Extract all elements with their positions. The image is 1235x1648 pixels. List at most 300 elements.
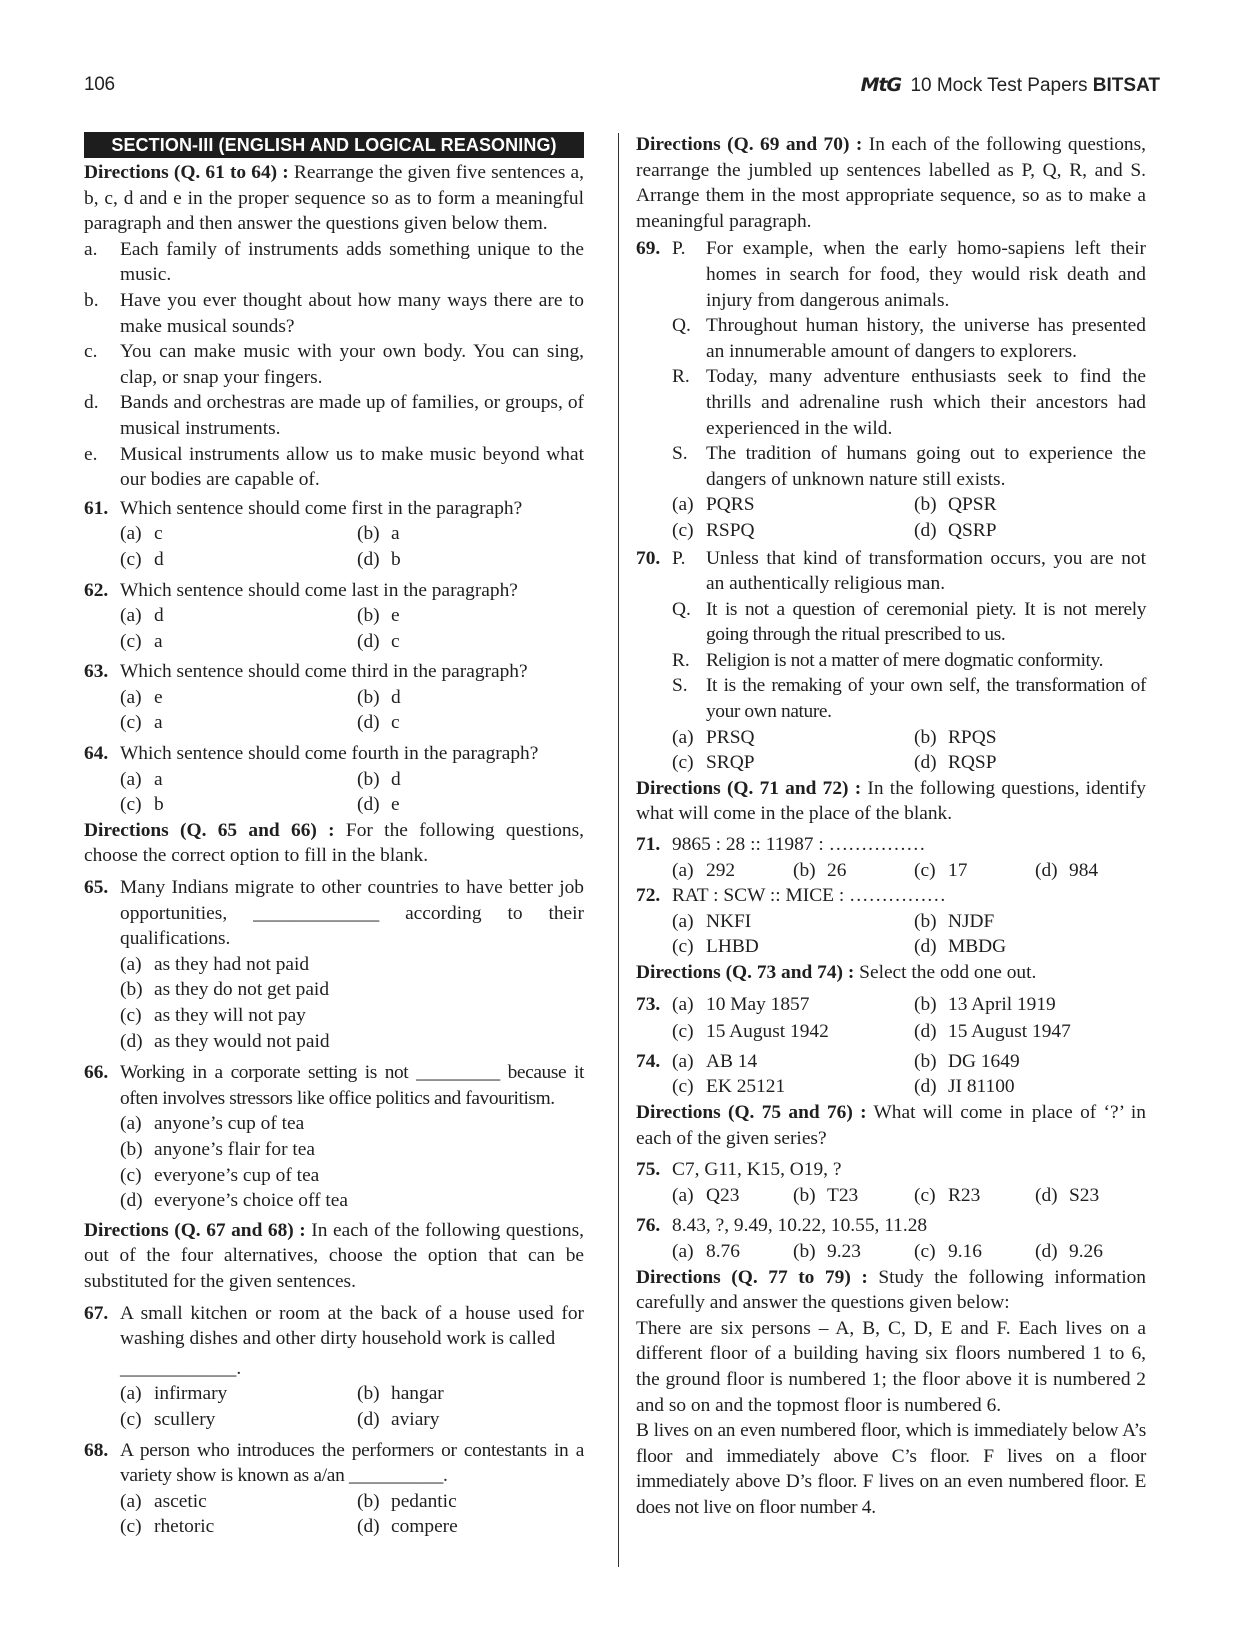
- option-letter: (d): [357, 1408, 380, 1430]
- option-b[interactable]: [914, 492, 1146, 518]
- option-b[interactable]: [120, 1137, 584, 1163]
- question-text: Which sentence should come fourth in the paragraph?: [120, 743, 539, 765]
- option-text: 9.26: [1069, 1240, 1103, 1262]
- option-letter: (d): [914, 519, 937, 541]
- option-a[interactable]: [120, 1111, 584, 1137]
- option-c[interactable]: [120, 710, 347, 736]
- directions-text: Select the odd one out.: [854, 962, 1037, 983]
- sentence-text: Throughout human history, the universe has presented an innumerable amount of dangers to explorers.: [706, 315, 1146, 362]
- option-d[interactable]: [357, 710, 584, 736]
- option-b[interactable]: [357, 767, 584, 793]
- option-text: RPQS: [948, 726, 997, 748]
- option-a[interactable]: [120, 767, 347, 793]
- option-letter: (c): [914, 1184, 936, 1206]
- page-header: [84, 74, 1160, 104]
- jumbled-sentence: [672, 597, 1146, 648]
- option-text: a: [154, 630, 163, 652]
- question-stem: [636, 236, 1146, 492]
- sentence-text: Religion is not a matter of mere dogmatic conformity.: [706, 649, 1104, 671]
- option-text: Q23: [706, 1184, 740, 1206]
- passage-paragraph: There are six persons – A, B, C, D, E and F. Each lives on a different floor of a building having six floors numbered 1 to 6, the ground floor is numbered 1; the floor above it is numbered 2 and so on and the topmost floor is numbered 6.: [636, 1317, 1146, 1416]
- option-text: 17: [948, 859, 968, 881]
- option-text: R23: [948, 1184, 981, 1206]
- options: [672, 492, 1146, 543]
- option-text: anyone’s flair for tea: [154, 1138, 315, 1160]
- sentence-label: P.: [672, 547, 686, 569]
- option-letter: (a): [120, 523, 142, 545]
- option-letter: (a): [672, 910, 694, 932]
- options: [672, 1183, 1146, 1209]
- passage-paragraph: B lives on an even numbered floor, which is immediately below A’s floor and immediately above C’s floor. F lives on a floor immediately above D’s floor. F lives on an even numbered floor. E does not live on floor number 4.: [636, 1420, 1146, 1518]
- option-text: LHBD: [706, 936, 759, 958]
- option-b[interactable]: [793, 858, 904, 884]
- directions-label: Directions (Q. 67 and 68) :: [84, 1219, 306, 1241]
- jumbled-sentences: [672, 546, 1146, 725]
- option-a[interactable]: [120, 685, 347, 711]
- option-letter: (a): [672, 726, 694, 748]
- option-letter: (a): [672, 859, 694, 881]
- options: [672, 725, 1146, 776]
- option-letter: (c): [672, 752, 694, 774]
- directions-71-72: [636, 776, 1146, 827]
- jumbled-sentence: [672, 441, 1146, 492]
- option-letter: (b): [914, 910, 937, 932]
- question-61: [84, 496, 584, 573]
- sentence-text: For example, when the early homo-sapiens left their homes in search for food, they would risk death and injury from dangerous animals.: [706, 238, 1146, 311]
- option-letter: (d): [1035, 1240, 1058, 1262]
- option-d[interactable]: [914, 518, 1146, 544]
- jumbled-sentence: [672, 364, 1146, 441]
- question-stem: [84, 875, 584, 952]
- option-text: a: [154, 768, 163, 790]
- option-text: MBDG: [948, 936, 1007, 958]
- jumbled-sentence: [672, 313, 1146, 364]
- question-67: [84, 1301, 584, 1433]
- option-letter: (d): [914, 1021, 937, 1043]
- question-71: [636, 832, 1146, 883]
- option-b[interactable]: [357, 1489, 584, 1515]
- question-stem: [636, 883, 1146, 909]
- jumbled-sentences: [672, 236, 1146, 492]
- question-number: 70.: [636, 547, 661, 569]
- sentence-label: R.: [672, 649, 690, 671]
- option-text: NKFI: [706, 910, 752, 932]
- option-letter: (b): [914, 1050, 937, 1072]
- option-c[interactable]: [120, 792, 347, 818]
- option-d[interactable]: [120, 1029, 584, 1055]
- option-letter: (d): [1035, 1184, 1058, 1206]
- question-text: 9865 : 28 :: 11987 : ……………: [672, 834, 926, 856]
- question-number: 66.: [84, 1062, 109, 1084]
- option-b[interactable]: [357, 521, 584, 547]
- option-letter: (a): [672, 1240, 694, 1262]
- sentence-item: [84, 442, 584, 493]
- question-stem: [84, 496, 584, 522]
- question-number: 67.: [84, 1302, 109, 1324]
- answer-blank: ____________.: [120, 1357, 242, 1379]
- question-text: A small kitchen or room at the back of a house used for washing dishes and other dirty household work is called: [120, 1302, 584, 1350]
- sentence-item: [84, 237, 584, 288]
- option-a[interactable]: [120, 603, 347, 629]
- question-number: 69.: [636, 238, 661, 260]
- option-d[interactable]: [914, 750, 1146, 776]
- option-letter: (d): [357, 712, 380, 734]
- option-text: d: [154, 548, 164, 570]
- question-number: 72.: [636, 885, 661, 907]
- directions-text: In each of the following questions, rearrange the jumbled up sentences labelled as P, Q, R, and S. Arrange them in the most appropriate sequence, so as to make a meaningful paragraph.: [636, 134, 1146, 232]
- option-b[interactable]: [120, 977, 584, 1003]
- sentence-text: Musical instruments allow us to make music beyond what our bodies are capable of.: [120, 443, 584, 491]
- option-a[interactable]: [120, 1381, 347, 1407]
- option-letter: (b): [793, 859, 816, 881]
- option-letter: (b): [914, 726, 937, 748]
- question-63: [84, 659, 584, 736]
- option-letter: (d): [357, 630, 380, 652]
- option-d[interactable]: [914, 1019, 1146, 1045]
- option-letter: (d): [357, 1516, 380, 1538]
- option-text: pedantic: [391, 1490, 457, 1512]
- option-d[interactable]: [914, 1074, 1146, 1100]
- option-text: QSRP: [948, 519, 997, 541]
- option-text: b: [154, 794, 164, 816]
- option-c[interactable]: [120, 547, 347, 573]
- option-text: 13 April 1919: [948, 993, 1056, 1015]
- question-number: 64.: [84, 743, 109, 765]
- option-letter: (b): [357, 1383, 380, 1405]
- option-c[interactable]: [672, 518, 904, 544]
- option-text: c: [391, 712, 400, 734]
- option-d[interactable]: [1035, 1183, 1146, 1209]
- option-c[interactable]: [120, 1514, 347, 1540]
- option-letter: (a): [120, 768, 142, 790]
- directions-text: Rearrange the given five sentences a, b, c, d and e in the proper sequence so as to form a meaningful paragraph and then answer the questions given below them.: [84, 162, 584, 235]
- question-70: [636, 546, 1146, 776]
- sentence-text: The tradition of humans going out to experience the dangers of unknown nature still exists.: [706, 443, 1146, 490]
- option-letter: (c): [914, 859, 936, 881]
- option-letter: (a): [672, 1184, 694, 1206]
- options: [672, 992, 1146, 1045]
- sentence-text: Today, many adventure enthusiasts seek to find the thrills and adrenaline rush which their ancestors had experienced in the wild.: [706, 366, 1146, 439]
- option-text: 26: [827, 859, 847, 881]
- question-text: Which sentence should come third in the paragraph?: [120, 661, 528, 683]
- option-letter: (a): [120, 1383, 142, 1405]
- option-text: everyone’s cup of tea: [154, 1164, 320, 1186]
- option-letter: (b): [120, 979, 143, 1001]
- option-letter: (c): [672, 1021, 694, 1043]
- options: [120, 952, 584, 1054]
- option-a[interactable]: [120, 952, 584, 978]
- directions-61-64: [84, 160, 584, 237]
- option-c[interactable]: [672, 1019, 904, 1045]
- directions-text: In each of the following questions, out of the four alternatives, choose the option that can be substituted for the given sentences.: [84, 1219, 584, 1292]
- question-75: [636, 1157, 1146, 1208]
- option-letter: (c): [672, 1076, 694, 1098]
- option-text: 9.23: [827, 1240, 861, 1262]
- question-text: RAT : SCW :: MICE : ……………: [672, 885, 947, 907]
- question-stem: [84, 659, 584, 685]
- question-text: Which sentence should come first in the paragraph?: [120, 497, 523, 519]
- column-divider: [618, 133, 619, 1567]
- sentence-item: [84, 390, 584, 441]
- option-text: RSPQ: [706, 519, 755, 541]
- options: [120, 1489, 584, 1540]
- directions-75-76: [636, 1100, 1146, 1151]
- option-text: PQRS: [706, 494, 755, 516]
- option-d[interactable]: [120, 1188, 584, 1214]
- option-a[interactable]: [672, 909, 904, 935]
- directions-77-79: [636, 1265, 1146, 1316]
- option-letter: (d): [1035, 859, 1058, 881]
- option-text: S23: [1069, 1184, 1100, 1206]
- option-b[interactable]: [357, 685, 584, 711]
- option-c[interactable]: [120, 1003, 584, 1029]
- sentence-label: b.: [84, 289, 99, 311]
- jumbled-sentence: [672, 546, 1146, 597]
- option-letter: (a): [120, 605, 142, 627]
- option-text: everyone’s choice off tea: [154, 1190, 348, 1212]
- option-text: b: [391, 548, 401, 570]
- option-text: c: [154, 523, 163, 545]
- sentence-text: Each family of instruments adds something unique to the music.: [120, 238, 584, 286]
- option-b[interactable]: [357, 603, 584, 629]
- sentence-label: e.: [84, 443, 98, 465]
- question-number: 61.: [84, 497, 109, 519]
- question-text: Many Indians migrate to other countries to have better job opportunities, _____________ according to their qualifications.: [120, 877, 584, 950]
- option-text: d: [391, 686, 401, 708]
- right-column: [636, 132, 1146, 1520]
- option-b[interactable]: [793, 1183, 904, 1209]
- option-text: d: [154, 605, 164, 627]
- option-a[interactable]: [672, 992, 904, 1018]
- option-letter: (d): [914, 936, 937, 958]
- sentence-text: You can make music with your own body. You can sing, clap, or snap your fingers.: [120, 341, 584, 388]
- option-text: T23: [827, 1184, 859, 1206]
- option-b[interactable]: [914, 992, 1146, 1018]
- option-b[interactable]: [914, 725, 1146, 751]
- option-letter: (a): [120, 686, 142, 708]
- option-text: anyone’s cup of tea: [154, 1113, 305, 1135]
- option-text: aviary: [391, 1408, 440, 1430]
- option-d[interactable]: [357, 629, 584, 655]
- option-text: compere: [391, 1516, 458, 1538]
- option-d[interactable]: [1035, 1239, 1146, 1265]
- option-letter: (d): [914, 752, 937, 774]
- option-letter: (d): [357, 794, 380, 816]
- options: [672, 909, 1146, 960]
- question-stem: [84, 578, 584, 604]
- options: [120, 603, 584, 654]
- option-text: d: [391, 768, 401, 790]
- question-stem: [636, 546, 1146, 725]
- option-c[interactable]: [120, 1163, 584, 1189]
- option-text: infirmary: [154, 1383, 228, 1405]
- directions-label: Directions (Q. 65 and 66) :: [84, 819, 335, 841]
- sentence-label: S.: [672, 443, 688, 465]
- question-66: [84, 1060, 584, 1214]
- option-text: RQSP: [948, 752, 997, 774]
- left-column: [84, 132, 584, 1540]
- option-letter: (b): [914, 993, 937, 1015]
- option-b[interactable]: [914, 1049, 1146, 1075]
- option-text: 15 August 1942: [706, 1021, 829, 1043]
- option-c[interactable]: [672, 750, 904, 776]
- option-text: 15 August 1947: [948, 1021, 1071, 1043]
- option-letter: (c): [120, 1408, 142, 1430]
- question-72: [636, 883, 1146, 960]
- question-number: 65.: [84, 877, 109, 899]
- option-letter: (c): [120, 712, 142, 734]
- option-c[interactable]: [914, 858, 1025, 884]
- option-letter: (c): [120, 1516, 142, 1538]
- sentence-label: Q.: [672, 315, 691, 337]
- option-text: c: [391, 630, 400, 652]
- option-text: e: [154, 686, 163, 708]
- question-65: [84, 875, 584, 1054]
- option-d[interactable]: [357, 1514, 584, 1540]
- directions-69-70: [636, 132, 1146, 234]
- question-number: 68.: [84, 1439, 109, 1461]
- question-number: 63.: [84, 661, 109, 683]
- question-number: 62.: [84, 579, 109, 601]
- sentence-text: Have you ever thought about how many ways there are to make musical sounds?: [120, 289, 584, 337]
- option-b[interactable]: [793, 1239, 904, 1265]
- directions-label: Directions (Q. 71 and 72) :: [636, 777, 862, 799]
- sentence-label: Q.: [672, 598, 691, 620]
- option-c[interactable]: [120, 1407, 347, 1433]
- question-text: A person who introduces the performers or contestants in a variety show is known as a/an __________.: [120, 1439, 584, 1487]
- jumbled-sentence: [672, 236, 1146, 313]
- options: [120, 521, 584, 572]
- option-a[interactable]: [120, 1489, 347, 1515]
- option-text: 8.76: [706, 1240, 740, 1262]
- option-d[interactable]: [1035, 858, 1146, 884]
- directions-label: Directions (Q. 61 to 64) :: [84, 162, 289, 183]
- question-74: [636, 1049, 1146, 1100]
- option-c[interactable]: [914, 1183, 1025, 1209]
- question-text: 8.43, ?, 9.49, 10.22, 10.55, 11.28: [672, 1215, 928, 1237]
- option-text: 292: [706, 859, 736, 881]
- sentence-label: d.: [84, 392, 99, 414]
- option-d[interactable]: [357, 792, 584, 818]
- question-62: [84, 578, 584, 655]
- option-d[interactable]: [914, 934, 1146, 960]
- question-text: C7, G11, K15, O19, ?: [672, 1159, 842, 1181]
- question-number: 71.: [636, 834, 661, 856]
- option-letter: (c): [120, 1164, 142, 1186]
- option-letter: (c): [120, 1005, 142, 1026]
- section-title: SECTION-III (ENGLISH AND LOGICAL REASONING): [84, 132, 584, 158]
- book-title-regular: 10 Mock Test Papers: [910, 75, 1088, 96]
- option-text: SRQP: [706, 752, 755, 774]
- option-c[interactable]: [914, 1239, 1025, 1265]
- option-b[interactable]: [357, 1381, 584, 1407]
- sentence-text: Bands and orchestras are made up of families, or groups, of musical instruments.: [120, 392, 584, 439]
- question-73: [636, 992, 1146, 1045]
- options: [120, 767, 584, 818]
- question-stem: [84, 1060, 584, 1111]
- option-c[interactable]: [120, 629, 347, 655]
- question-68: [84, 1438, 584, 1540]
- directions-label: Directions (Q. 69 and 70) :: [636, 134, 863, 155]
- option-letter: (b): [357, 1490, 380, 1512]
- question-64: [84, 741, 584, 818]
- option-c[interactable]: [672, 934, 904, 960]
- sentence-label: c.: [84, 341, 98, 363]
- option-letter: (c): [672, 519, 694, 541]
- option-letter: (c): [914, 1240, 936, 1262]
- option-text: scullery: [154, 1408, 216, 1430]
- option-letter: (d): [357, 548, 380, 570]
- option-text: 10 May 1857: [706, 993, 810, 1015]
- options: [120, 685, 584, 736]
- option-text: AB 14: [706, 1050, 758, 1072]
- option-a[interactable]: [672, 858, 783, 884]
- book-title: [861, 74, 1160, 97]
- option-letter: (c): [120, 630, 142, 652]
- option-letter: (d): [914, 1076, 937, 1098]
- sentence-item: [84, 288, 584, 339]
- question-number: 75.: [636, 1159, 661, 1181]
- book-title-bold: BITSAT: [1092, 75, 1160, 96]
- question-number: 74.: [636, 1050, 661, 1072]
- option-a[interactable]: [672, 725, 904, 751]
- option-d[interactable]: [357, 547, 584, 573]
- option-text: e: [391, 605, 400, 627]
- option-d[interactable]: [357, 1407, 584, 1433]
- option-letter: (a): [672, 1050, 694, 1072]
- option-letter: (b): [914, 494, 937, 516]
- directions-73-74: [636, 960, 1146, 986]
- option-text: a: [154, 712, 163, 734]
- sentence-text: It is not a question of ceremonial piety. It is not merely going through the ritual prescribed to us.: [706, 598, 1146, 646]
- option-letter: (b): [357, 523, 380, 545]
- option-text: as they would not paid: [154, 1030, 330, 1052]
- option-text: as they had not paid: [154, 953, 310, 975]
- option-letter: (b): [120, 1138, 143, 1160]
- question-text: Which sentence should come last in the paragraph?: [120, 579, 518, 601]
- sentence-list: [84, 237, 584, 493]
- option-c[interactable]: [672, 1074, 904, 1100]
- option-text: EK 25121: [706, 1076, 786, 1098]
- question-text: Working in a corporate setting is not _________ because it often involves stressors like office politics and favouritism.: [120, 1062, 584, 1109]
- page-number: 106: [84, 74, 115, 95]
- question-69: [636, 236, 1146, 543]
- question-stem: [636, 832, 1146, 858]
- question-number: 73.: [636, 993, 661, 1015]
- directions-label: Directions (Q. 73 and 74) :: [636, 962, 855, 983]
- option-a[interactable]: [672, 1239, 783, 1265]
- option-a[interactable]: [672, 492, 904, 518]
- option-letter: (b): [793, 1184, 816, 1206]
- directions-text: What will come in place of ‘?’ in each of the given series?: [636, 1101, 1146, 1149]
- sentence-label: R.: [672, 366, 690, 388]
- options: [672, 858, 1146, 884]
- option-letter: (d): [120, 1030, 143, 1052]
- option-text: hangar: [391, 1383, 444, 1405]
- option-text: PRSQ: [706, 726, 755, 748]
- option-a[interactable]: [672, 1183, 783, 1209]
- option-b[interactable]: [914, 909, 1146, 935]
- option-text: a: [391, 523, 400, 545]
- option-a[interactable]: [672, 1049, 904, 1075]
- option-letter: (c): [120, 548, 142, 570]
- directions-text: In the following questions, identify what will come in the place of the blank.: [636, 777, 1146, 825]
- option-letter: (a): [120, 1113, 142, 1135]
- option-letter: (a): [672, 494, 694, 516]
- option-letter: (d): [120, 1190, 143, 1212]
- option-a[interactable]: [120, 521, 347, 547]
- option-letter: (c): [672, 936, 694, 958]
